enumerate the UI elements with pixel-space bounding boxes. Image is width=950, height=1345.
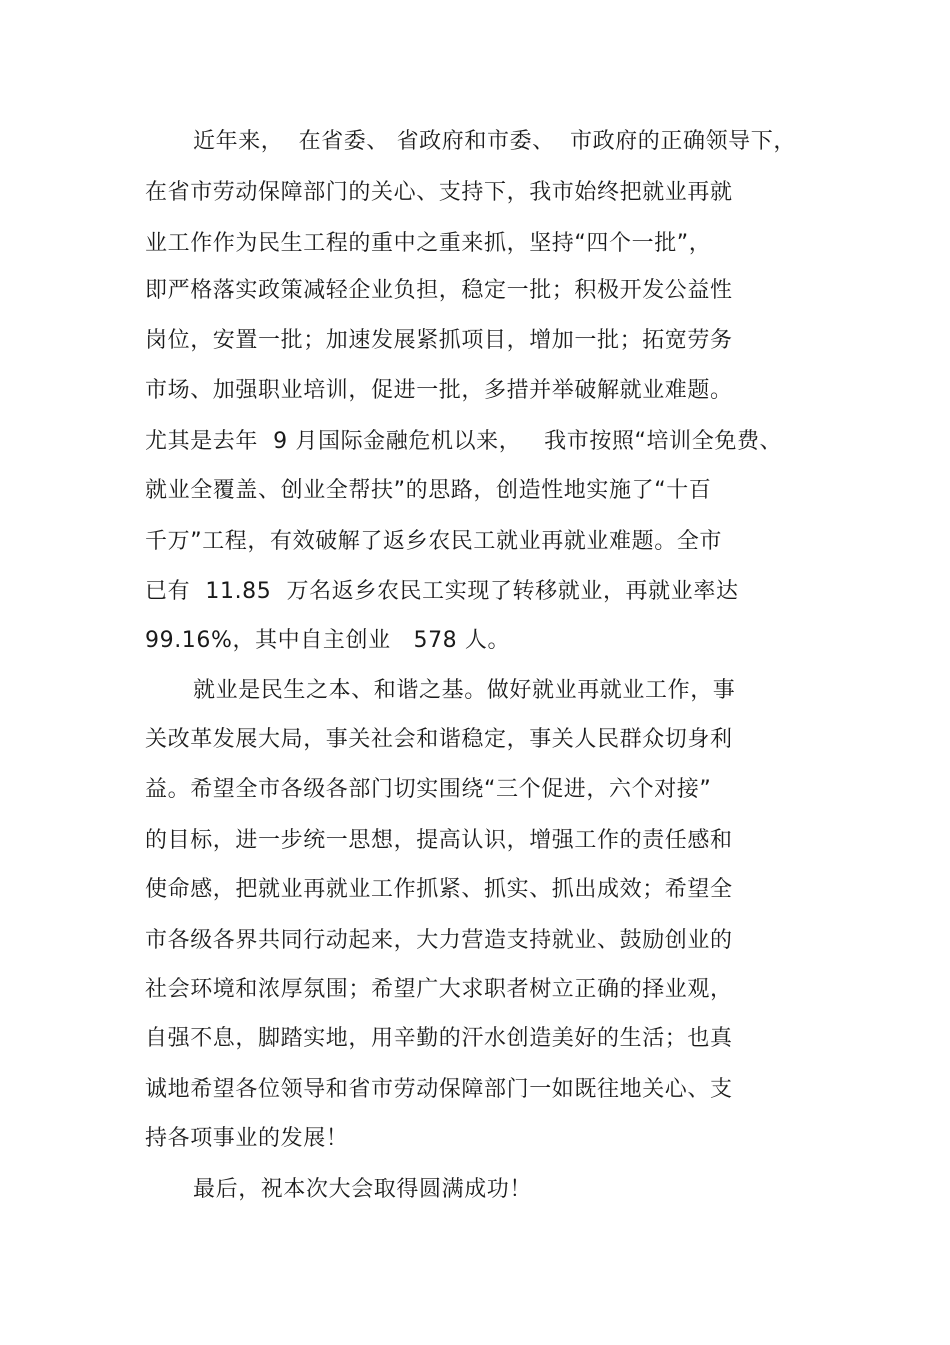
- paragraph-2-line-4: 的目标，进一步统一思想，提高认识，增强工作的责任感和: [145, 828, 733, 853]
- paragraph-2-line-6: 市各级各界共同行动起来，大力营造支持就业、鼓励创业的: [145, 928, 733, 953]
- paragraph-2-line-9: 诚地希望各位领导和省市劳动保障部门一如既往地关心、支: [145, 1077, 733, 1102]
- paragraph-2-line-2: 关改革发展大局，事关社会和谐稳定，事关人民群众切身利: [145, 727, 733, 752]
- paragraph-1-line-4: 即严格落实政策减轻企业负担，稳定一批；积极开发公益性: [145, 278, 733, 303]
- paragraph-2-line-3: 益。希望全市各级各部门切实围绕“三个促进，六个对接”: [145, 777, 712, 802]
- paragraph-1-line-9: 千万”工程，有效破解了返乡农民工就业再就业难题。全市: [145, 529, 722, 554]
- paragraph-1-line-1: 近年来， 在省委、 省政府和市委、 市政府的正确领导下，: [193, 129, 796, 154]
- paragraph-1-line-11: 99.16%，其中自主创业 578 人。: [145, 628, 511, 653]
- paragraph-1-line-6: 市场、加强职业培训，促进一批，多措并举破解就业难题。: [145, 378, 733, 403]
- paragraph-1-line-3: 业工作作为民生工程的重中之重来抓，坚持“四个一批”，: [145, 231, 712, 256]
- paragraph-2-line-8: 自强不息，脚踏实地，用辛勤的汗水创造美好的生活；也真: [145, 1026, 733, 1051]
- paragraph-1-line-8: 就业全覆盖、创业全帮扶”的思路，创造性地实施了“十百: [145, 478, 712, 503]
- paragraph-3-line-1: 最后，祝本次大会取得圆满成功！: [193, 1177, 533, 1202]
- paragraph-2-line-7: 社会环境和浓厚氛围；希望广大求职者树立正确的择业观，: [145, 977, 733, 1002]
- paragraph-1-line-5: 岗位，安置一批；加速发展紧抓项目，增加一批；拓宽劳务: [145, 328, 733, 353]
- paragraph-2-line-1: 就业是民生之本、和谐之基。做好就业再就业工作，事: [193, 678, 736, 703]
- paragraph-1-line-2: 在省市劳动保障部门的关心、支持下，我市始终把就业再就: [145, 180, 733, 205]
- paragraph-2-line-10: 持各项事业的发展！: [145, 1126, 349, 1151]
- paragraph-1-line-7: 尤其是去年 9 月国际金融危机以来， 我市按照“培训全免费、: [145, 429, 783, 454]
- paragraph-1-line-10: 已有 11.85 万名返乡农民工实现了转移就业，再就业率达: [145, 579, 739, 604]
- paragraph-2-line-5: 使命感，把就业再就业工作抓紧、抓实、抓出成效；希望全: [145, 877, 733, 902]
